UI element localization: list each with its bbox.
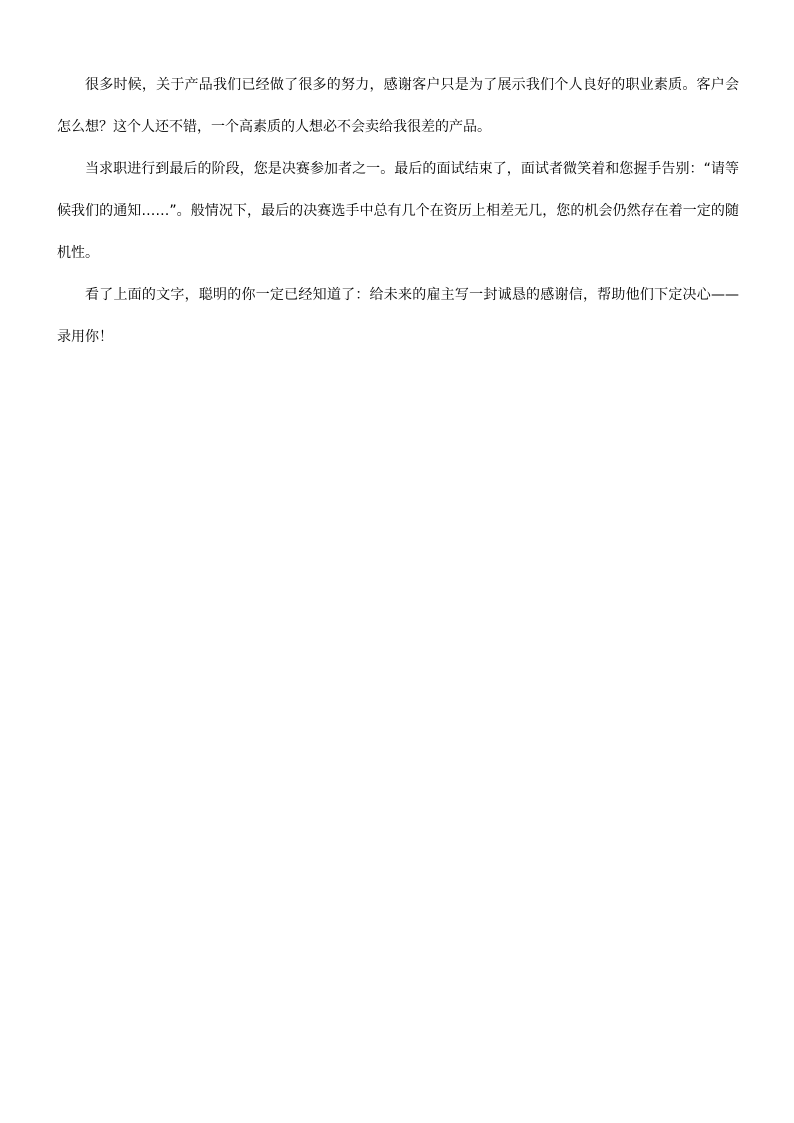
document-body <box>57 64 739 358</box>
paragraph-2: 当求职进行到最后的阶段，您是决赛参加者之一。最后的面试结束了，面试者微笑着和您握手告别：“请等候我们的通知……”。般情况下，最后的决赛选手中总有几个在资历上相差无几，您的机会仍然存在着一定的随机性。 <box>57 161 739 261</box>
paragraph-3: 看了上面的文字，聪明的你一定已经知道了：给未来的雇主写一封诚恳的感谢信，帮助他们下定决心——录用你！ <box>57 287 739 345</box>
paragraph-1: 很多时候，关于产品我们已经做了很多的努力，感谢客户只是为了展示我们个人良好的职业素质。客户会怎么想？这个人还不错，一个高素质的人想必不会卖给我很差的产品。 <box>57 77 739 135</box>
